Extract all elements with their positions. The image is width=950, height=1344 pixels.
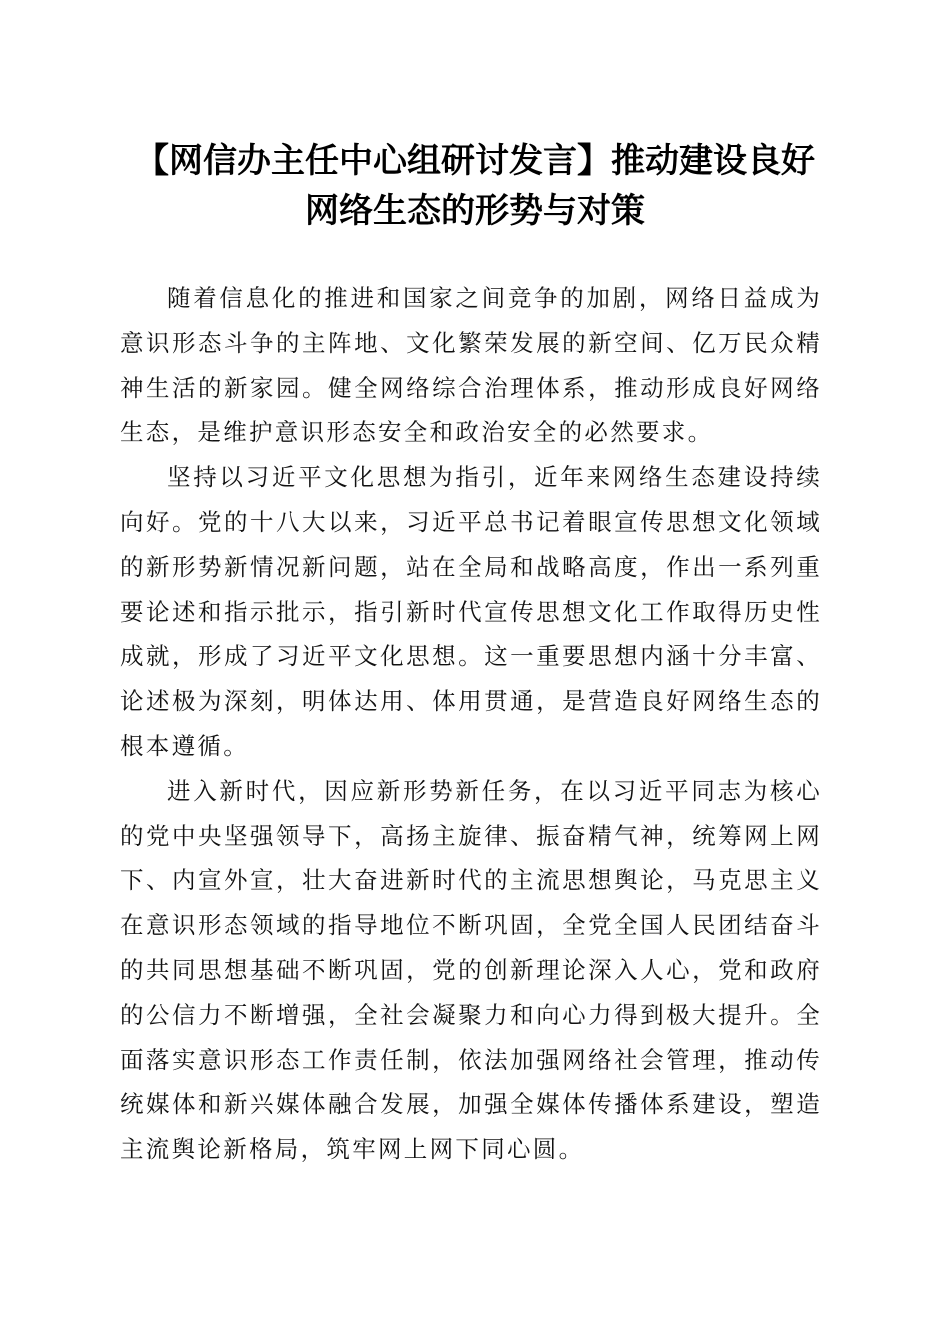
document-body [120, 276, 822, 1172]
paragraph-2: 坚持以习近平文化思想为指引，近年来网络生态建设持续向好。党的十八大以来，习近平总书记着眼宣传思想文化领域的新形势新情况新问题，站在全局和战略高度，作出一系列重要论述和指示批示，指引新时代宣传思想文化工作取得历史性成就，形成了习近平文化思想。这一重要思想内涵十分丰富、论述极为深刻，明体达用、体用贯通，是营造良好网络生态的根本遵循。 [120, 463, 822, 760]
title-line-2: 网络生态的形势与对策 [305, 191, 645, 231]
paragraph-1: 随着信息化的推进和国家之间竞争的加剧，网络日益成为意识形态斗争的主阵地、文化繁荣发展的新空间、亿万民众精神生活的新家园。健全网络综合治理体系，推动形成良好网络生态，是维护意识形态安全和政治安全的必然要求。 [120, 284, 822, 447]
document-title [60, 136, 890, 236]
title-line-1: 【网信办主任中心组研讨发言】推动建设良好 [135, 141, 815, 181]
paragraph-3: 进入新时代，因应新形势新任务，在以习近平同志为核心的党中央坚强领导下，高扬主旋律、振奋精气神，统筹网上网下、内宣外宣，壮大奋进新时代的主流思想舆论，马克思主义在意识形态领域的指导地位不断巩固，全党全国人民团结奋斗的共同思想基础不断巩固，党的创新理论深入人心，党和政府的公信力不断增强，全社会凝聚力和向心力得到极大提升。全面落实意识形态工作责任制，依法加强网络社会管理，推动传统媒体和新兴媒体融合发展，加强全媒体传播体系建设，塑造主流舆论新格局，筑牢网上网下同心圆。 [120, 776, 822, 1164]
